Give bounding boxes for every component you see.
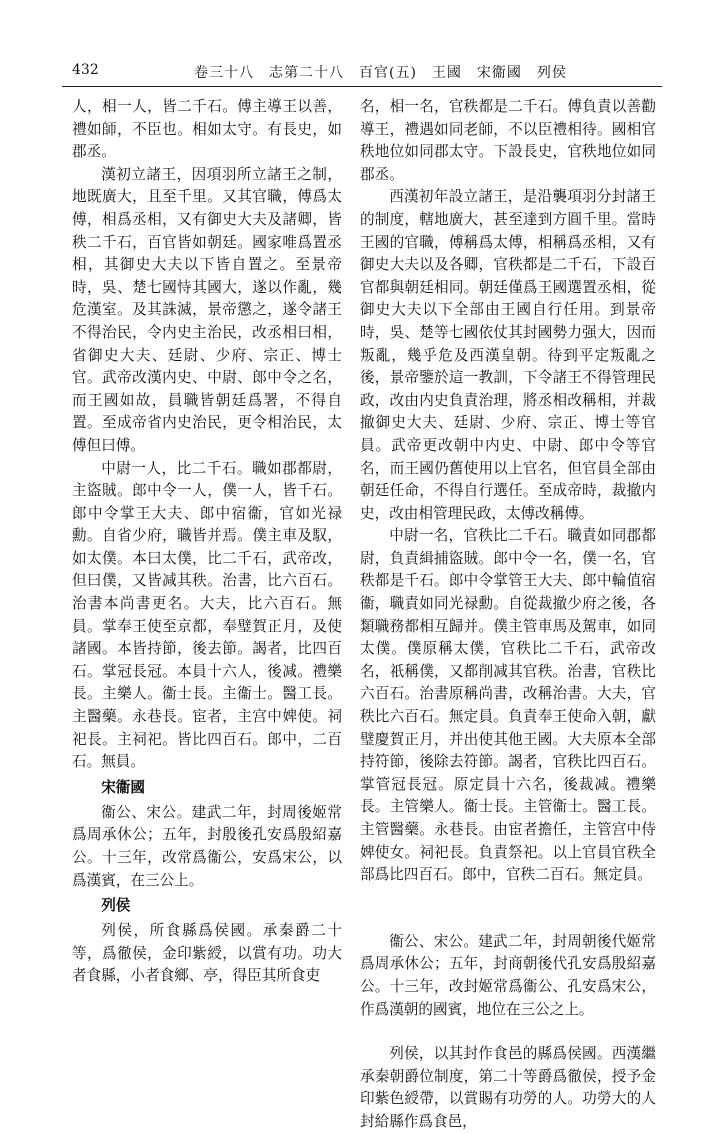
page-number: 432 [72, 62, 99, 78]
page-header [62, 62, 662, 84]
left-paragraph-5: 列侯，所食縣爲侯國。承秦爵二十等，爲徹侯，金印紫綬，以賞有功。功大者食縣，小者食鄉、亭，得臣其所食吏 [72, 922, 342, 985]
section-heading-song-wei: 宋衞國 [101, 778, 145, 796]
right-paragraph-5: 列侯，以其封作食邑的縣爲侯國。西漢繼承秦朝爵位制度，第二十等爵爲徹侯，授予金印紫色綬帶，以賞賜有功勞的人。功勞大的人封給縣作爲食邑， [360, 1045, 656, 1130]
right-paragraph-1: 名，相一名，官秩都是二千石。傅負責以善勸導王，禮遇如同老師，不以臣禮相待。國相官秩地位如同郡太守。下設長史，官秩地位如同郡丞。 [360, 98, 656, 183]
right-paragraph-3: 中尉一名，官秩比二千石。職責如同郡都尉，負責緝捕盜賊。郎中令一名，僕一名，官秩都是千石。郎中令掌管王大夫、郎中輪值宿衞，職責如同光禄勳。自從裁撤少府之後，各類職務都相互歸并。僕主管車馬及駕車，如同太僕。僕原稱太僕，官秩比二千石，武帝改名，祇稱僕，又都削减其官秩。治書，官秩比六百石。治書原稱尚書，改稱治書。大夫，官秩比六百石。無定員。負責奉王使命入朝，獻璧慶賀正月，并出使其他王國。大夫原本全部持符節，後除去符節。謁者，官秩比四百石。掌管冠長冠。原定員十六名，後裁减。禮樂長。主管樂人。衞士長。主管衞士。醫工長。主管醫藥。永巷長。由宦者擔任，主管宫中侍婢使女。祠祀長。負責祭祀。以上官員官秩全部爲比四百石。郎中，官秩二百石。無定員。 [360, 527, 656, 884]
left-paragraph-1: 人，相一人，皆二千石。傅主導王以善，禮如師，不臣也。相如太守。有長史，如郡丞。 [72, 98, 342, 161]
spacer [360, 1021, 656, 1043]
header-rule [62, 86, 662, 87]
section-heading-liehou: 列侯 [101, 897, 131, 915]
running-head: 卷三十八 志第二十八 百官(五) 王國 宋衞國 列侯 [194, 65, 567, 81]
left-paragraph-4: 衞公、宋公。建武二年，封周後姬常爲周承休公；五年，封殷後孔安爲殷紹嘉公。十三年，改常爲衞公，安爲宋公，以爲漢賓，在三公上。 [72, 803, 342, 889]
left-column-classical [72, 96, 342, 988]
spacer [360, 887, 656, 909]
right-column-translation [360, 96, 656, 1134]
right-paragraph-4: 衞公、宋公。建武二年，封周朝後代姬常爲周承休公；五年，封商朝後代孔安爲殷紹嘉公。十三年，改封姬常爲衞公、孔安爲宋公，作爲漢朝的國賓，地位在三公之上。 [360, 932, 656, 1018]
left-paragraph-3: 中尉一人，比二千石。職如郡都尉，主盜賊。郎中令一人，僕一人，皆千石。郎中令掌王大夫、郎中宿衞，官如光禄勳。自省少府，職皆并焉。僕主車及馭，如太僕。本曰太僕，比二千石，武帝改，但曰僕，又皆减其秩。治書，比六百石。治書本尚書更名。大夫，比六百石。無員。掌奉王使至京都，奉璧賀正月，及使諸國。本皆持節，後去節。謁者，比四百石。掌冠長冠。本員十六人，後减。禮樂長。主樂人。衞士長。主衞士。醫工長。主醫藥。永巷長。宦者，主宫中婢使。祠祀長。主祠祀。皆比四百石。郎中，二百石。無員。 [72, 459, 342, 771]
right-paragraph-2: 西漢初年設立諸王，是沿襲項羽分封諸王的制度，轄地廣大，甚至達到方圓千里。當時王國的官職，傅稱爲太傅，相稱爲丞相，又有御史大夫以及各卿，官秩都是二千石，下設百官都與朝廷相同。朝廷僅爲王國選置丞相，從御史大夫以下全部由王國自行任用。到景帝時，吳、楚等七國依仗其封國勢力强大，因而叛亂，幾乎危及西漢皇朝。待到平定叛亂之後，景帝鑒於這一教訓，下令諸王不得管理民政，改由内史負責治理，將丞相改稱相，并裁撤御史大夫、廷尉、少府、宗正、博士等官員。武帝更改朝中内史、中尉、郎中令等官名，而王國仍舊使用以上官名，但官員全部由朝廷任命，不得自行選任。至成帝時，裁撤内史，改由相管理民政，太傅改稱傅。 [360, 188, 656, 522]
spacer [360, 909, 656, 931]
left-paragraph-2: 漢初立諸王，因項羽所立諸王之制，地既廣大，且至千里。又其官職，傅爲太傅，相爲丞相，又有御史大夫及諸卿，皆秩二千石，百官皆如朝廷。國家唯爲置丞相，其御史大夫以下皆自置之。至景帝時，吳、楚七國恃其國大，遂以作亂，幾危漢室。及其誅滅，景帝懲之，遂令諸王不得治民，令内史主治民，改丞相曰相，省御史大夫、廷尉、少府、宗正、博士官。武帝改漢内史、中尉、郎中令之名，而王國如故，員職皆朝廷爲署，不得自置。至成帝省内史治民，更令相治民，太傅但曰傅。 [72, 165, 342, 454]
